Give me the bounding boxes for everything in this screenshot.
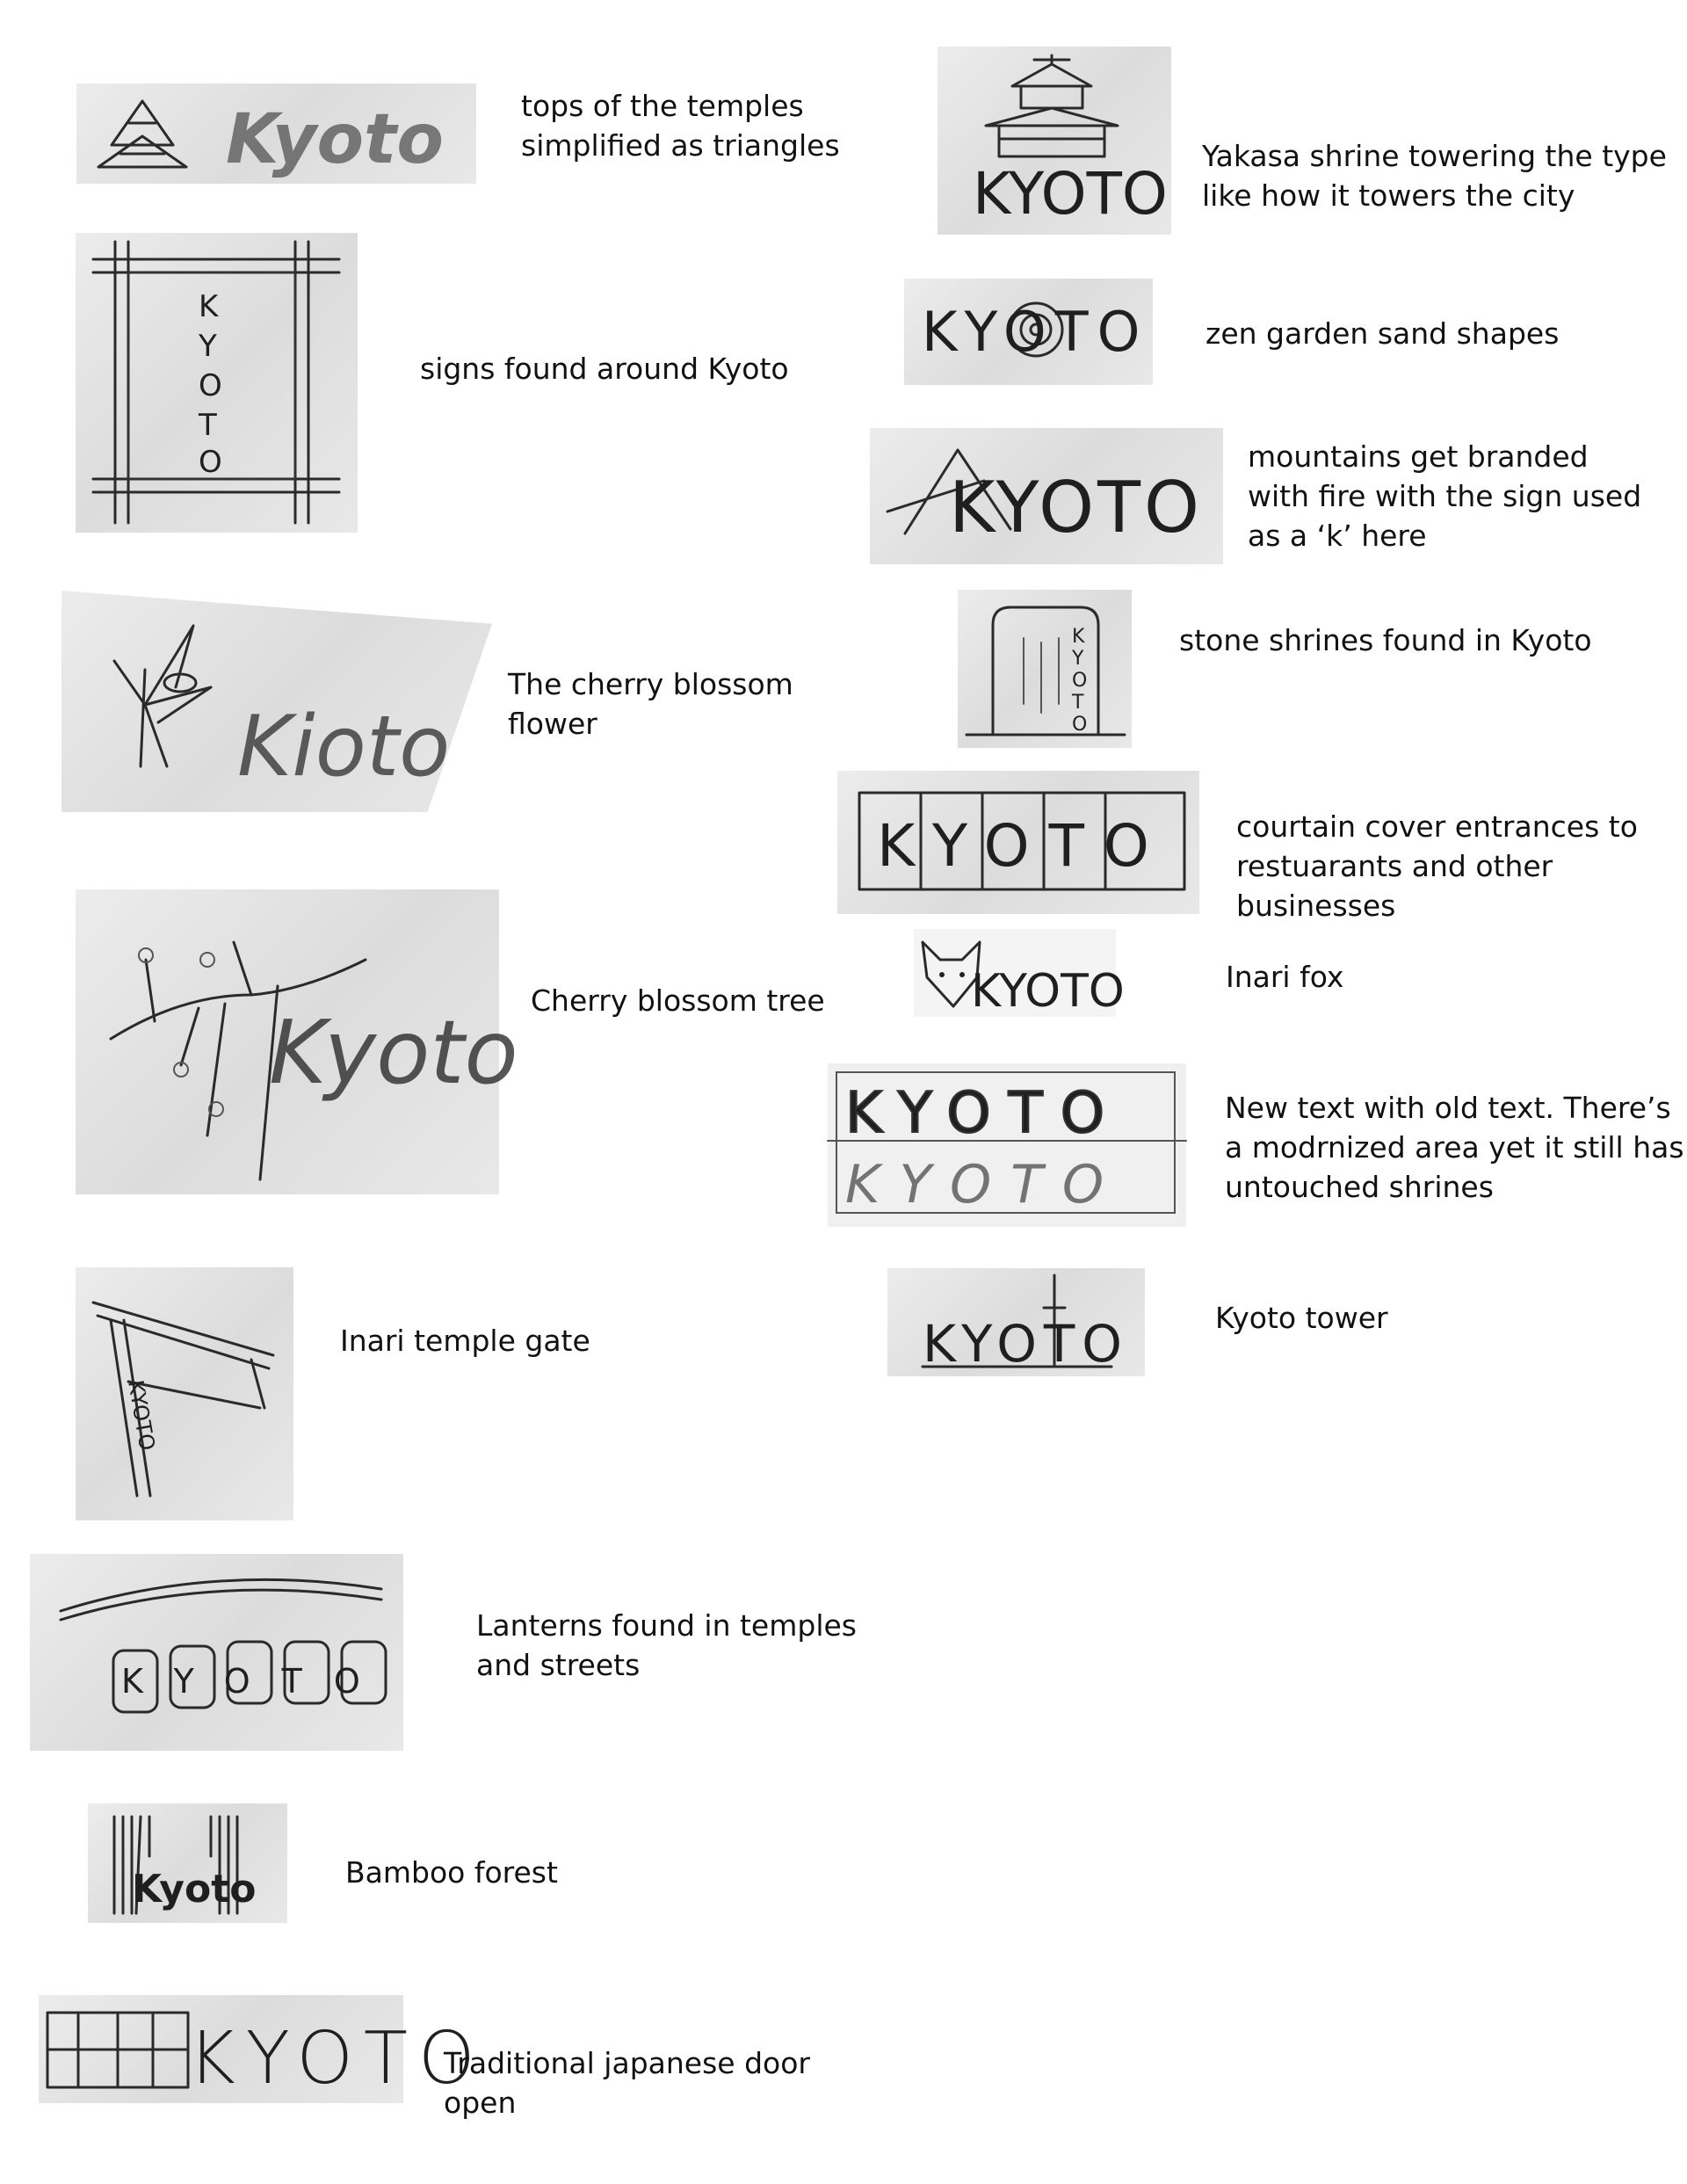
caption-line: stone shrines found in Kyoto (1179, 623, 1592, 657)
sketch-mountains (870, 428, 1223, 564)
sketch-inari-gate (76, 1267, 293, 1520)
caption-yakasa-shrine (1202, 136, 1667, 215)
caption-line: restuarants and other (1236, 849, 1553, 883)
caption-line: simplified as triangles (521, 128, 840, 163)
sketch-drawing (914, 929, 1125, 1018)
caption-line: with fire with the sign used (1248, 479, 1642, 513)
sketch-kyoto-text: K (199, 289, 219, 324)
sketch-drawing (76, 1267, 293, 1520)
caption-line: a modrnized area yet it still has (1225, 1130, 1684, 1165)
sketch-drawing (76, 889, 518, 1194)
caption-inari-gate (340, 1321, 590, 1360)
caption-line: Inari temple gate (340, 1324, 590, 1358)
caption-line: Yakasa shrine towering the type (1202, 139, 1667, 173)
sketch-drawing (88, 1803, 287, 1923)
caption-curtain (1236, 807, 1638, 925)
sketch-bamboo (88, 1803, 287, 1923)
sketch-kyoto-text: KYOTO (123, 1378, 160, 1453)
caption-cherry-tree (531, 981, 825, 1020)
sketch-kyoto-text: Kyoto (269, 1001, 518, 1104)
caption-cherry-flower (508, 664, 793, 744)
sketch-drawing (958, 590, 1132, 748)
caption-line: tops of the temples (521, 89, 804, 123)
caption-lanterns (476, 1606, 857, 1685)
caption-line: courtain cover entrances to (1236, 809, 1638, 844)
sketch-kyoto-text: KYOTO (923, 1314, 1129, 1374)
sketch-kyoto-tower (887, 1268, 1145, 1376)
caption-kyoto-tower (1215, 1298, 1388, 1338)
sketch-letter: O (1072, 714, 1088, 736)
caption-line: Lanterns found in temples (476, 1608, 857, 1643)
sketch-letter: O (199, 368, 222, 403)
caption-line: and streets (476, 1648, 641, 1682)
sketch-letter: O (199, 445, 222, 480)
caption-line: signs found around Kyoto (420, 352, 789, 386)
sketch-letter: O (1072, 670, 1088, 692)
sketch-letter: Y (1072, 648, 1084, 670)
caption-line: flower (508, 707, 597, 741)
sketch-curtain (837, 771, 1199, 914)
sketch-drawing (30, 1554, 403, 1751)
caption-line: Inari fox (1226, 960, 1344, 994)
sketch-kyoto-text: KYOTO (973, 160, 1168, 228)
caption-bamboo (345, 1853, 558, 1892)
sketch-inari-fox (914, 929, 1125, 1018)
sketch-kyoto-signs (76, 233, 358, 533)
sketch-kyoto-text: KYOTO (971, 965, 1125, 1018)
sketch-kyoto-old-text: KYOTO (845, 1154, 1124, 1215)
sketch-zen-garden (904, 279, 1153, 385)
caption-line: businesses (1236, 889, 1396, 923)
caption-inari-fox (1226, 957, 1343, 997)
caption-line: like how it towers the city (1202, 178, 1575, 213)
sketch-kyoto-text: KYOTO (877, 812, 1169, 880)
sketch-drawing (938, 47, 1171, 235)
caption-mountains (1248, 437, 1641, 555)
sketch-kyoto-text: Kioto (237, 699, 451, 795)
sketch-drawing (62, 591, 492, 812)
sketch-kyoto-text: KYOTO (845, 1081, 1123, 1146)
sketch-kyoto-text: Kyoto (226, 100, 444, 179)
sketch-yakasa-shrine (938, 47, 1171, 235)
sketch-kyoto-text: KYOTO (188, 2017, 486, 2101)
caption-line: open (444, 2086, 517, 2120)
caption-line: as a ‘k’ here (1248, 519, 1427, 553)
caption-line: New text with old text. There’s (1225, 1091, 1671, 1125)
caption-stone-shrine (1179, 620, 1592, 660)
sketch-cherry-flower (62, 591, 492, 812)
sketch-stone-shrine (958, 590, 1132, 748)
caption-zen-garden (1206, 314, 1559, 353)
caption-new-old (1225, 1088, 1684, 1207)
sketch-letter: T (1072, 692, 1084, 714)
sketch-drawing (76, 233, 358, 533)
sketch-drawing (870, 428, 1223, 564)
sketch-drawing (39, 1995, 486, 2103)
caption-line: zen garden sand shapes (1206, 316, 1560, 351)
caption-kyoto-signs (420, 349, 789, 388)
sketch-temple-triangles (76, 83, 476, 184)
sketch-lanterns (30, 1554, 403, 1751)
sketch-letter: T (199, 408, 217, 443)
sketch-door (39, 1995, 486, 2103)
sketch-kyoto-text: KYOTO (922, 300, 1149, 364)
sketch-kyoto-text: KYOTO (121, 1662, 392, 1701)
caption-line: Kyoto tower (1215, 1301, 1388, 1335)
sketch-kyoto-text: KYOTO (949, 467, 1203, 548)
caption-line: mountains get branded (1248, 439, 1589, 474)
sketch-kyoto-text: Kyoto (132, 1867, 257, 1912)
sketch-drawing (828, 1063, 1186, 1227)
sketch-new-old (828, 1063, 1186, 1227)
caption-temple-triangles (521, 86, 840, 165)
caption-line: untouched shrines (1225, 1170, 1494, 1204)
caption-line: The cherry blossom (508, 667, 793, 701)
caption-line: Cherry blossom tree (531, 983, 825, 1018)
sketch-letter: Y (199, 329, 217, 364)
caption-line: Bamboo forest (345, 1855, 558, 1890)
sketch-kyoto-text: K (1072, 626, 1085, 648)
sketch-drawing (76, 83, 476, 184)
caption-line: Traditional japanese door (444, 2046, 810, 2080)
sketch-drawing (837, 771, 1199, 914)
sketch-drawing (904, 279, 1153, 385)
sketch-cherry-tree (76, 889, 518, 1194)
caption-door (444, 2043, 810, 2122)
sketch-drawing (887, 1268, 1145, 1376)
